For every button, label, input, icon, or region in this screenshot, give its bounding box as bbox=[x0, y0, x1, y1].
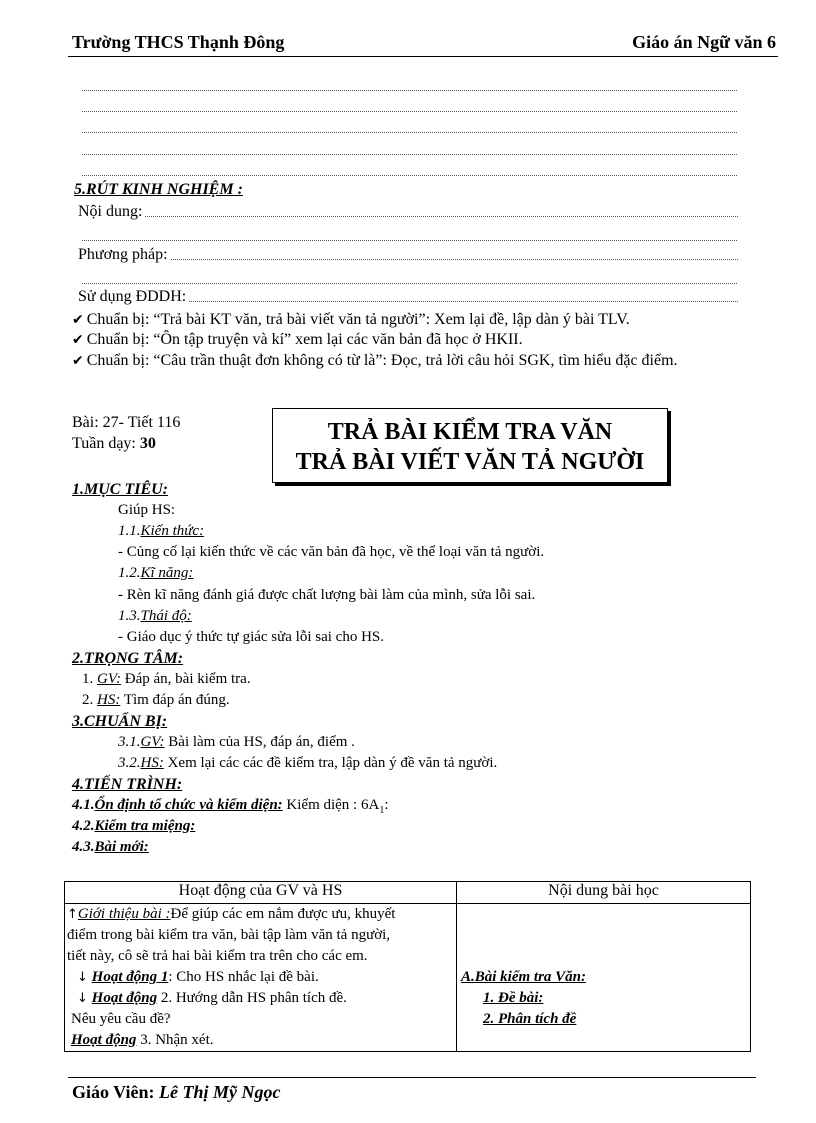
hoat-dong-2-question: Nêu yêu cầu đề? bbox=[71, 1011, 171, 1027]
lesson-tuan: Tuần dạy: 30 bbox=[72, 435, 156, 452]
muc-tieu-intro: Giúp HS: bbox=[118, 502, 176, 518]
intro-line: điểm trong bài kiểm tra văn, bài tập làm văn tả người, bbox=[67, 927, 391, 943]
dotted-line bbox=[82, 175, 737, 176]
tien-trinh-on-dinh: 4.1.Ổn định tổ chức và kiểm diện: Kiểm diện : $6A_1$: bbox=[72, 797, 389, 816]
content-cell bbox=[457, 904, 751, 1052]
kien-thuc-heading: 1.1.Kiến thức: bbox=[118, 523, 205, 539]
bai-kiem-tra-van: A.Bài kiểm tra Văn: bbox=[461, 969, 587, 985]
dotted-line bbox=[82, 111, 737, 112]
section-tien-trinh: 4.TIẾN TRÌNH: bbox=[72, 776, 183, 793]
footer-teacher: Giáo Viên: Lê Thị Mỹ Ngọc bbox=[72, 1082, 281, 1102]
lesson-title-box bbox=[272, 408, 668, 483]
dotted-line bbox=[82, 90, 737, 91]
chuan-bi-gv: 3.1.GV: Bài làm của HS, đáp án, điểm . bbox=[118, 734, 355, 750]
phuong-phap-label: Phương pháp: bbox=[78, 246, 168, 263]
thai-do-heading: 1.3.Thái độ: bbox=[118, 608, 192, 624]
section-muc-tieu: 1.MỤC TIÊU: bbox=[72, 481, 169, 498]
prep-item: ✔ Chuẩn bị: “Trả bài KT văn, trả bài viết văn tả người”: Xem lại đề, lập dàn ý bài TLV. bbox=[72, 311, 630, 328]
ki-nang-heading: 1.2.Kĩ năng: bbox=[118, 565, 194, 581]
arrow-up-icon: ↑ bbox=[67, 907, 78, 922]
footer-rule bbox=[68, 1077, 756, 1078]
header-subject: Giáo án Ngữ văn 6 bbox=[632, 32, 776, 52]
header-school: Trường THCS Thạnh Đông bbox=[72, 32, 285, 52]
section-chuan-bi: 3.CHUẨN BỊ: bbox=[72, 713, 168, 730]
table-header-row bbox=[65, 882, 751, 904]
thai-do-text: - Giáo dục ý thức tự giác sửa lỗi sai cho HS. bbox=[118, 629, 385, 645]
header-rule bbox=[68, 56, 778, 57]
table-header-content: Nội dung bài học bbox=[457, 882, 751, 904]
activity-table bbox=[64, 881, 751, 1052]
ki-nang-text: - Rèn kĩ năng đánh giá được chất lượng bài làm của mình, sửa lỗi sai. bbox=[118, 587, 536, 603]
de-bai: 1. Đề bài: bbox=[483, 990, 544, 1006]
checkmark-icon: ✔ bbox=[72, 312, 84, 328]
section-trong-tam: 2.TRỌNG TÂM: bbox=[72, 650, 184, 667]
hoat-dong-3: Hoạt động 3. Nhận xét. bbox=[71, 1032, 214, 1048]
phan-tich-de: 2. Phân tích đề bbox=[483, 1011, 577, 1027]
table-header-activity: Hoạt động của GV và HS bbox=[65, 882, 457, 904]
su-dung-line bbox=[78, 288, 738, 306]
tien-trinh-bai-moi: 4.3.Bài mới: bbox=[72, 839, 149, 855]
arrow-down-icon: ↓ bbox=[77, 991, 88, 1006]
activity-cell bbox=[65, 904, 457, 1052]
chuan-bi-hs: 3.2.HS: Xem lại các các đề kiểm tra, lập dàn ý đề văn tả người. bbox=[118, 755, 498, 771]
arrow-down-icon: ↓ bbox=[77, 970, 88, 985]
section-rut-kinh-nghiem: 5.RÚT KINH NGHIỆM : bbox=[74, 181, 243, 198]
su-dung-label: Sử dụng ĐDDH: bbox=[78, 288, 187, 305]
hoat-dong-1: ↓ Hoạt động 1: Cho HS nhắc lại đề bài. bbox=[77, 969, 319, 985]
intro-line: tiết này, cô sẽ trả hai bài kiểm tra trên cho các em. bbox=[67, 948, 368, 964]
noi-dung-label: Nội dung: bbox=[78, 203, 143, 220]
lesson-title-line1: TRẢ BÀI KIỂM TRA VĂN bbox=[327, 419, 613, 445]
checkmark-icon: ✔ bbox=[72, 353, 84, 369]
table-row bbox=[65, 904, 751, 1052]
dotted-line bbox=[82, 283, 737, 284]
dotted-line bbox=[82, 240, 737, 241]
kien-thuc-text: - Củng cố lại kiến thức về các văn bản đã học, về thể loại văn tả người. bbox=[118, 544, 545, 560]
noi-dung-line bbox=[78, 203, 738, 221]
hoat-dong-2: ↓ Hoạt động 2. Hướng dẫn HS phân tích đề. bbox=[77, 990, 347, 1006]
checkmark-icon: ✔ bbox=[72, 332, 84, 348]
lesson-bai-tiet: Bài: 27- Tiết 116 bbox=[72, 414, 181, 431]
phuong-phap-line bbox=[78, 246, 738, 264]
dotted-line bbox=[82, 154, 737, 155]
trong-tam-gv: 1. GV: Đáp án, bài kiểm tra. bbox=[82, 671, 251, 687]
prep-item: ✔ Chuẩn bị: “Câu trần thuật đơn không có từ là”: Đọc, trả lời câu hỏi SGK, tìm hiểu đặc điểm. bbox=[72, 352, 678, 369]
trong-tam-hs: 2. HS: Tìm đáp án đúng. bbox=[82, 692, 230, 708]
tien-trinh-kiem-tra: 4.2.Kiểm tra miệng: bbox=[72, 818, 196, 834]
dotted-line bbox=[82, 132, 737, 133]
prep-item: ✔ Chuẩn bị: “Ôn tập truyện và kí” xem lại các văn bản đã học ở HKII. bbox=[72, 331, 523, 348]
lesson-title-line2: TRẢ BÀI VIẾT VĂN TẢ NGƯỜI bbox=[295, 449, 645, 475]
intro-line: ↑Giới thiệu bài :Để giúp các em nắm được ưu, khuyết bbox=[67, 906, 396, 922]
